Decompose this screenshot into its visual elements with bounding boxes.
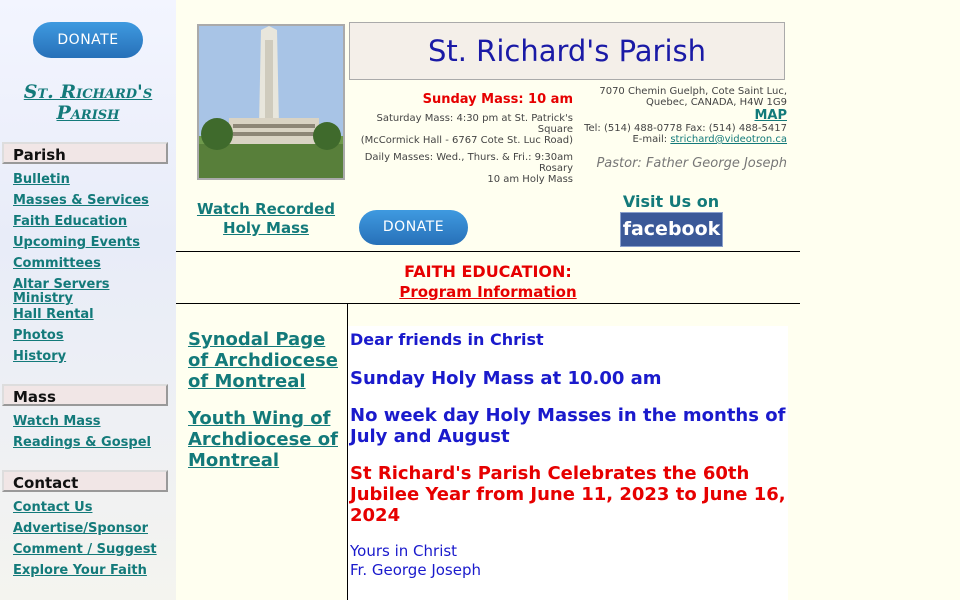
sidebar-link-history[interactable]: History <box>13 349 67 364</box>
sidebar-link-faith-education[interactable]: Faith Education <box>13 214 128 229</box>
closing-line1: Yours in Christ <box>350 542 458 560</box>
sidebar-parish-title[interactable] <box>0 82 176 124</box>
email-label: E-mail: <box>632 134 671 145</box>
daily-mass-line1: Daily Masses: Wed., Thurs. & Fri.: 9:30am <box>364 152 573 163</box>
sidebar-link-hall-rental[interactable]: Hall Rental <box>13 307 94 322</box>
parish-banner: St. Richard's Parish <box>349 22 785 80</box>
sidebar-link-comment[interactable]: Comment / Suggest <box>13 542 157 557</box>
map-link[interactable]: MAP <box>754 108 787 123</box>
church-photo <box>197 24 345 180</box>
facebook-button[interactable]: facebook <box>620 212 723 247</box>
sidebar-link-contact-us[interactable]: Contact Us <box>13 500 93 515</box>
address-line2: Quebec, CANADA, H4W 1G9 <box>645 97 787 108</box>
saturday-mass-line3: (McCormick Hall - 6767 Cote St. Luc Road) <box>360 135 573 146</box>
section-heading-mass: Mass <box>2 384 168 406</box>
title-line-1: St. Richard's <box>23 81 153 103</box>
sidebar-link-advertise[interactable]: Advertise/Sponsor <box>13 521 148 536</box>
section-heading-contact: Contact <box>2 470 168 492</box>
visit-us-text: Visit Us on <box>622 192 720 211</box>
sidebar-link-watch-mass[interactable]: Watch Mass <box>13 414 101 429</box>
section-heading-parish: Parish <box>2 142 168 164</box>
closing-line2: Fr. George Joseph <box>350 561 481 579</box>
sidebar-link-committees[interactable]: Committees <box>13 256 101 271</box>
divider-middle <box>176 303 800 304</box>
divider-top <box>176 251 800 252</box>
sidebar-link-altar-servers[interactable]: Altar Servers Ministry <box>13 277 110 306</box>
program-information-link[interactable]: Program Information <box>399 283 577 301</box>
weekday-mass-message: No week day Holy Masses in the months of July and August <box>350 405 786 447</box>
daily-mass-line2: Rosary <box>539 163 573 174</box>
sidebar-link-masses[interactable]: Masses & Services <box>13 193 149 208</box>
saturday-mass-line1: Saturday Mass: 4:30 pm at St. Patrick's <box>376 113 573 124</box>
saturday-mass-line2: Square <box>537 124 573 135</box>
greeting-text: Dear friends in Christ <box>350 330 544 349</box>
youth-wing-link[interactable]: Youth Wing of Archdiocese of Montreal <box>188 408 338 471</box>
email-line <box>580 134 787 145</box>
sidebar-link-photos[interactable]: Photos <box>13 328 64 343</box>
sidebar <box>0 0 176 600</box>
sidebar-link-explore-faith[interactable]: Explore Your Faith <box>13 563 147 578</box>
synodal-page-link[interactable]: Synodal Page of Archdiocese of Montreal <box>188 329 338 392</box>
phone-fax: Tel: (514) 488-0778 Fax: (514) 488-5417 <box>584 123 787 134</box>
email-link[interactable]: strichard@videotron.ca <box>670 134 787 145</box>
sunday-mass-message: Sunday Holy Mass at 10.00 am <box>350 368 662 389</box>
sidebar-link-upcoming-events[interactable]: Upcoming Events <box>13 235 140 250</box>
sidebar-link-bulletin[interactable]: Bulletin <box>13 172 70 187</box>
header-donate-button[interactable]: DONATE <box>359 210 468 245</box>
address-line1: 7070 Chemin Guelph, Cote Saint Luc, <box>599 86 787 97</box>
sidebar-donate-button[interactable]: DONATE <box>33 22 143 58</box>
watch-recorded-mass-link[interactable]: Watch Recorded Holy Mass <box>196 200 336 237</box>
faith-education-title: FAITH EDUCATION: <box>404 262 572 281</box>
jubilee-message: St Richard's Parish Celebrates the 60th Jubilee Year from June 11, 2023 to June 16, 2024 <box>350 463 786 526</box>
sidebar-link-readings[interactable]: Readings & Gospel <box>13 435 151 450</box>
pastor-name: Pastor: Father George Joseph <box>596 156 787 171</box>
daily-mass-line3: 10 am Holy Mass <box>487 174 573 185</box>
title-line-2: Parish <box>56 102 120 124</box>
sunday-mass-time: Sunday Mass: 10 am <box>422 92 573 107</box>
